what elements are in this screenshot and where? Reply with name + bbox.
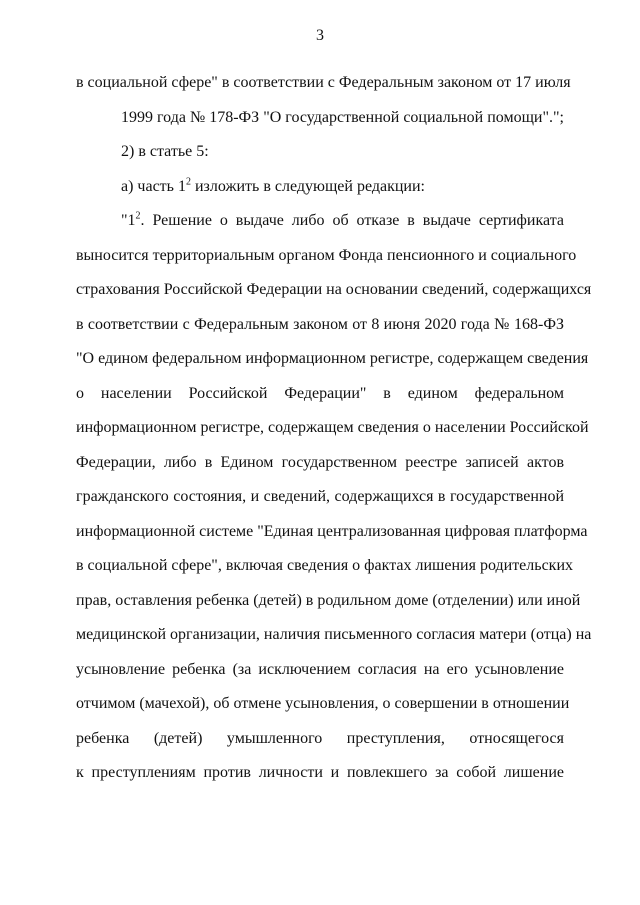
text-line-content: отчимом (мачехой), об отмене усыновления, о совершении в отношении — [76, 695, 570, 712]
text-line — [76, 170, 564, 205]
text-line — [76, 687, 570, 722]
text-line — [76, 756, 564, 791]
text-line-content: гражданского состояния, и сведений, содержащихся в государственной — [76, 488, 564, 505]
text-line-content: ребенка (детей) умышленного преступления, относящегося — [76, 729, 564, 747]
text-line-content: "О едином федеральном информационном регистре, содержащем сведения — [76, 350, 589, 367]
text-line-content: Федерации, либо в Едином государственном реестре записей актов — [76, 453, 564, 471]
text-line — [76, 101, 564, 136]
text-line-content: в социальной сфере", включая сведения о фактах лишения родительских — [76, 557, 573, 574]
text-line-content: "1 — [121, 212, 136, 229]
text-line-content: медицинской организации, наличия письменного согласия матери (отца) на — [76, 626, 592, 643]
text-line — [76, 515, 588, 550]
superscript: 2 — [135, 210, 141, 222]
text-line-content: к преступлениям против личности и повлекшего за собой лишение — [76, 764, 564, 781]
text-line — [76, 411, 589, 446]
text-line — [76, 342, 589, 377]
text-line — [76, 273, 592, 308]
text-line-content: страхования Российской Федерации на основании сведений, содержащихся — [76, 281, 592, 298]
text-line-content: а) часть 1 — [121, 177, 186, 195]
text-line-content: выносится территориальным органом Фонда пенсионного и социального — [76, 246, 577, 264]
text-line-continuation: . Решение о выдаче либо об отказе в выдаче сертификата — [140, 212, 564, 229]
text-line — [76, 204, 564, 239]
text-line — [76, 549, 573, 584]
text-line — [76, 135, 564, 170]
text-line — [76, 308, 564, 343]
superscript: 2 — [185, 176, 191, 188]
text-line-content: 1999 года № 178-ФЗ "О государственной социальной помощи"."; — [121, 108, 564, 126]
text-line-content: информационном регистре, содержащем сведения о населении Российской — [76, 419, 589, 436]
text-line-content: информационной системе "Единая централизованная цифровая платформа — [76, 522, 588, 540]
text-line-content: о населении Российской Федерации" в едином федеральном — [76, 384, 564, 402]
text-line-content: 2) в статье 5: — [121, 143, 209, 160]
text-line-content: в социальной сфере" в соответствии с Федеральным законом от 17 июля — [76, 74, 571, 91]
page-number: 3 — [316, 27, 324, 44]
text-line-content: прав, оставления ребенка (детей) в родильном доме (отделении) или иной — [76, 591, 581, 609]
text-line — [76, 653, 564, 688]
text-line — [76, 584, 581, 619]
text-line-continuation: изложить в следующей редакции: — [190, 177, 425, 195]
text-line-content: усыновление ребенка (за исключением согласия на его усыновление — [76, 660, 564, 678]
text-line — [76, 722, 564, 757]
text-line — [76, 239, 577, 274]
text-line-content: в соответствии с Федеральным законом от 8 июня 2020 года № 168-ФЗ — [76, 315, 564, 333]
document-body — [76, 66, 592, 791]
text-line — [76, 377, 564, 412]
text-line — [76, 446, 564, 481]
text-line — [76, 66, 571, 101]
text-line — [76, 618, 592, 653]
text-line — [76, 480, 564, 515]
